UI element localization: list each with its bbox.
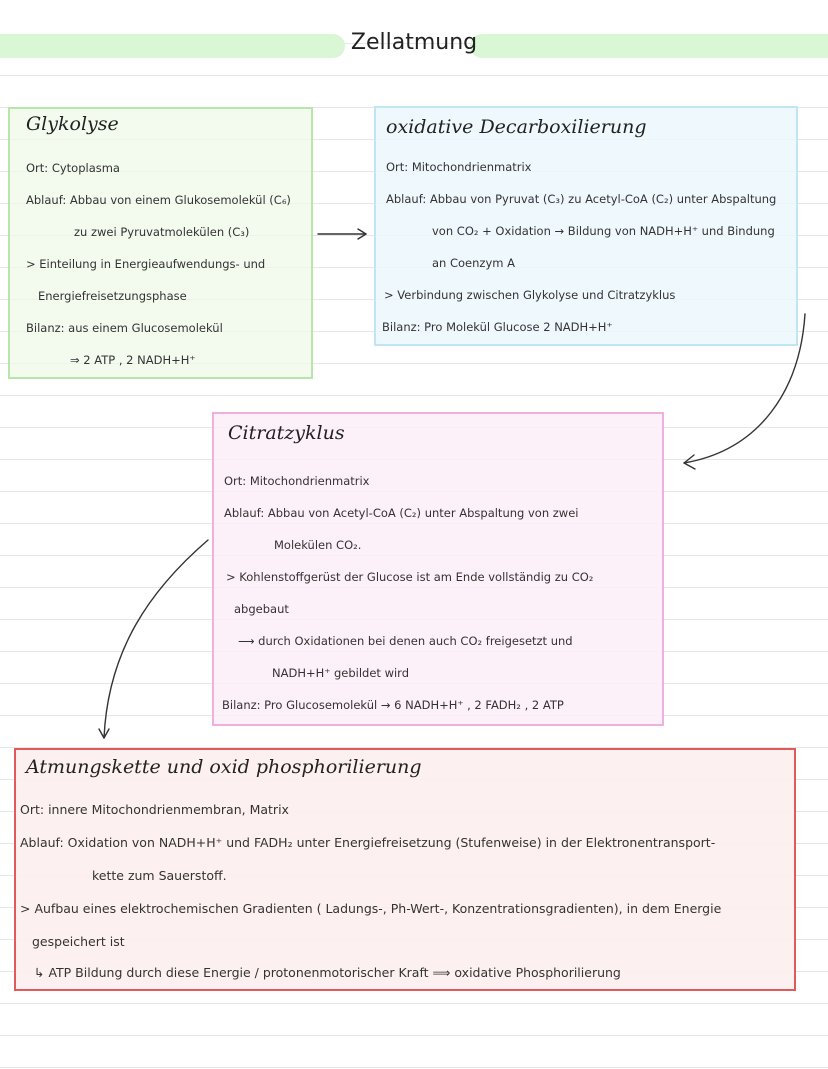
atmungskette-ablauf-line-1: Ablauf: Oxidation von NADH+H⁺ und FADH₂ unter Energiefreisetzung (Stufenweise) in der Elektronentransport-	[20, 835, 716, 850]
atmungskette-ablauf-line-2: kette zum Sauerstoff.	[92, 868, 227, 883]
glykolyse-einteilung-line-2: Energiefreisetzungsphase	[38, 289, 187, 303]
glykolyse-einteilung-line-1: > Einteilung in Energieaufwendungs- und	[26, 257, 266, 271]
arrow-glykolyse-to-decarboxylierung	[318, 229, 366, 239]
glykolyse-bilanz-line-1: Bilanz: aus einem Glucosemolekül	[26, 321, 223, 335]
citratzyklus-bilanz: Bilanz: Pro Glucosemolekül → 6 NADH+H⁺ , 2 FADH₂ , 2 ATP	[222, 698, 564, 712]
citratzyklus-kohlenstoff-line-2: abgebaut	[234, 602, 289, 616]
atmungskette-aufbau-line-1: > Aufbau eines elektrochemischen Gradienten ( Ladungs-, Ph-Wert-, Konzentrationsgradienten), in dem Energie	[20, 901, 722, 916]
atmungskette-atp: ↳ ATP Bildung durch diese Energie / protonenmotorischer Kraft ⟹ oxidative Phosphorilierung	[34, 965, 621, 980]
atmungskette-heading: Atmungskette und oxid phosphorilierung	[26, 756, 422, 778]
atmungskette-box	[14, 748, 796, 991]
citratzyklus-ort: Ort: Mitochondrienmatrix	[224, 474, 370, 488]
decarboxylierung-box	[374, 106, 798, 346]
glykolyse-bilanz-line-2: ⇒ 2 ATP , 2 NADH+H⁺	[70, 353, 196, 367]
citratzyklus-kohlenstoff-line-1: > Kohlenstoffgerüst der Glucose ist am Ende vollständig zu CO₂	[226, 570, 594, 584]
glykolyse-box	[8, 107, 313, 379]
glykolyse-ort: Ort: Cytoplasma	[26, 161, 120, 175]
citratzyklus-heading: Citratzyklus	[228, 422, 345, 444]
decarboxylierung-ort: Ort: Mitochondrienmatrix	[386, 160, 532, 174]
arrow-citratzyklus-to-atmungskette	[99, 540, 208, 738]
decarboxylierung-ablauf-line-3: an Coenzym A	[432, 256, 515, 270]
citratzyklus-oxidation-line-2: NADH+H⁺ gebildet wird	[272, 666, 410, 680]
decarboxylierung-ablauf-line-2: von CO₂ + Oxidation → Bildung von NADH+H⁺ und Bindung	[432, 224, 775, 238]
decarboxylierung-bilanz: Bilanz: Pro Molekül Glucose 2 NADH+H⁺	[382, 320, 613, 334]
page-title: Zellatmung	[350, 30, 478, 55]
glykolyse-ablauf-line-2: zu zwei Pyruvatmolekülen (C₃)	[74, 225, 250, 239]
citratzyklus-box	[212, 412, 664, 726]
decarboxylierung-heading: oxidative Decarboxilierung	[386, 116, 647, 138]
citratzyklus-ablauf-line-1: Ablauf: Abbau von Acetyl-CoA (C₂) unter Abspaltung von zwei	[224, 506, 579, 520]
glykolyse-heading: Glykolyse	[26, 113, 119, 135]
citratzyklus-ablauf-line-2: Molekülen CO₂.	[274, 538, 362, 552]
decarboxylierung-ablauf-line-1: Ablauf: Abbau von Pyruvat (C₃) zu Acetyl-CoA (C₂) unter Abspaltung	[386, 192, 777, 206]
atmungskette-ort: Ort: innere Mitochondrienmembran, Matrix	[20, 802, 289, 817]
glykolyse-ablauf-line-1: Ablauf: Abbau von einem Glukosemolekül (C₆)	[26, 193, 291, 207]
atmungskette-aufbau-line-2: gespeichert ist	[32, 934, 125, 949]
citratzyklus-oxidation-line-1: ⟶ durch Oxidationen bei denen auch CO₂ freigesetzt und	[238, 634, 573, 648]
decarboxylierung-verbindung: > Verbindung zwischen Glykolyse und Citratzyklus	[384, 288, 676, 302]
